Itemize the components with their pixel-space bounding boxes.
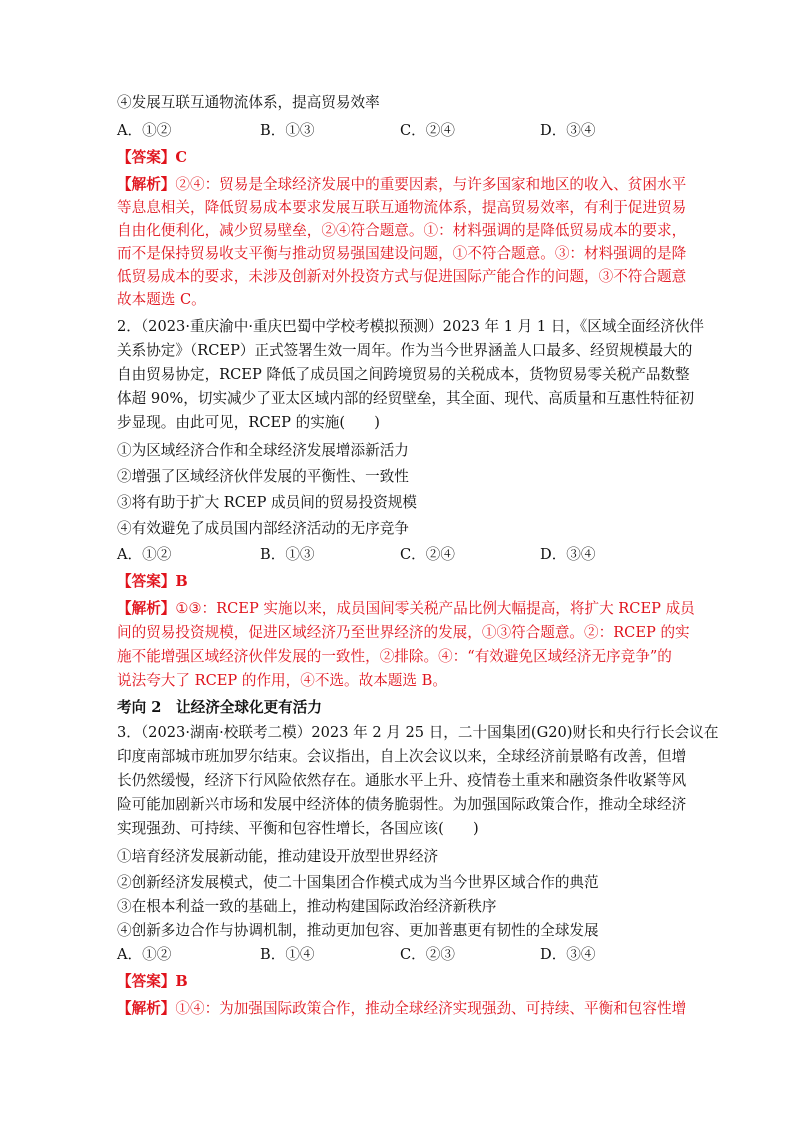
answer-tag: 【答案】	[117, 573, 176, 590]
option-c: C．②④	[400, 122, 455, 139]
q2-analysis-line: 间的贸易投资规模，促进区域经济乃至世界经济的发展，①③符合题意。②：RCEP 的实	[117, 624, 690, 641]
q2-analysis-line: 说法夸大了 RCEP 的作用，④不选。故本题选 B。	[117, 672, 447, 689]
analysis-tag: 【解析】	[117, 176, 176, 193]
section-heading: 考向 2 让经济全球化更有活力	[117, 699, 322, 716]
answer-value: C	[175, 149, 188, 166]
q2-statement: ④有效避免了成员国内部经济活动的无序竞争	[117, 520, 409, 537]
q3-stem-line: 险可能加剧新兴市场和发展中经济体的债务脆弱性。为加强国际政策合作，推动全球经济	[117, 796, 687, 813]
q3-stem-line: 长仍然缓慢，经济下行风险依然存在。通胀水平上升、疫情卷土重来和融资条件收紧等风	[117, 772, 687, 789]
q1-statement-4: ④发展互联互通物流体系，提高贸易效率	[117, 94, 380, 111]
q3-statement: ④创新多边合作与协调机制，推动更加包容、更加普惠更有韧性的全球发展	[117, 922, 599, 939]
option-b: B．①④	[260, 946, 315, 963]
analysis-tag: 【解析】	[117, 1000, 176, 1017]
option-d: D．③④	[540, 122, 596, 139]
option-b: B．①③	[260, 122, 315, 139]
q2-stem-line: 体超 90%，切实减少了亚太区域内部的经贸壁垒，其全面、现代、高质量和互惠性特征初	[117, 390, 695, 407]
q3-statement: ①培育经济发展新动能，推动建设开放型世界经济	[117, 848, 439, 865]
answer-tag: 【答案】	[117, 149, 176, 166]
q2-statement: ①为区域经济合作和全球经济发展增添新活力	[117, 442, 409, 459]
q2-analysis-line: 【解析】①③：RCEP 实施以来，成员国间零关税产品比例大幅提高，将扩大 RCEP 成员	[117, 600, 695, 617]
option-a: A．①②	[117, 946, 172, 963]
analysis-tag: 【解析】	[117, 600, 176, 617]
q2-statement: ③将有助于扩大 RCEP 成员间的贸易投资规模	[117, 494, 418, 511]
option-c: C．②④	[400, 546, 455, 563]
q2-stem-line: 步显现。由此可见，RCEP 的实施( )	[117, 414, 380, 431]
q3-stem-line: 实现强劲、可持续、平衡和包容性增长，各国应该( )	[117, 820, 479, 837]
answer-value: B	[175, 973, 188, 990]
q3-statement: ③在根本利益一致的基础上，推动构建国际政治经济新秩序	[117, 898, 497, 915]
option-a: A．①②	[117, 546, 172, 563]
q2-answer	[117, 571, 188, 593]
option-c: C．②③	[400, 946, 455, 963]
option-d: D．③④	[540, 946, 596, 963]
answer-tag: 【答案】	[117, 973, 176, 990]
q2-statement: ②增强了区域经济伙伴发展的平衡性、一致性	[117, 468, 409, 485]
q1-analysis-line: 【解析】②④：贸易是全球经济发展中的重要因素，与许多国家和地区的收入、贫困水平	[117, 176, 687, 193]
q3-stem-line: 印度南部城市班加罗尔结束。会议指出，自上次会议以来，全球经济前景略有改善，但增	[117, 748, 687, 765]
option-d: D．③④	[540, 546, 596, 563]
q2-stem-line: 自由贸易协定，RCEP 降低了成员国之间跨境贸易的关税成本，货物贸易零关税产品数整	[117, 366, 690, 383]
q1-analysis-line: 低贸易成本的要求，未涉及创新对外投资方式与促进国际产能合作的问题，③不符合题意	[117, 268, 687, 285]
q1-analysis-line: 自由化便利化，减少贸易壁垒，②④符合题意。①：材料强调的是降低贸易成本的要求，	[117, 222, 687, 239]
q1-answer	[117, 147, 187, 169]
q1-analysis-line: 故本题选 C。	[117, 291, 206, 308]
q1-analysis-line: 等息息相关，降低贸易成本要求发展互联互通物流体系，提高贸易效率，有利于促进贸易	[117, 199, 687, 216]
q2-analysis-line: 施不能增强区域经济伙伴发展的一致性，②排除。④：“有效避免区域经济无序竞争”的	[117, 648, 672, 665]
option-a: A．①②	[117, 122, 172, 139]
q3-answer	[117, 971, 188, 993]
q3-analysis-line: 【解析】①④：为加强国际政策合作，推动全球经济实现强劲、可持续、平衡和包容性增	[117, 1000, 687, 1017]
option-b: B．①③	[260, 546, 315, 563]
q3-statement: ②创新经济发展模式，使二十国集团合作模式成为当今世界区域合作的典范	[117, 874, 599, 891]
q1-analysis-line: 而不是保持贸易收支平衡与推动贸易强国建设问题，①不符合题意。③：材料强调的是降	[117, 245, 687, 262]
q2-stem-line: 2．（2023·重庆渝中·重庆巴蜀中学校考模拟预测）2023 年 1 月 1 日，《区域全面经济伙伴	[117, 318, 705, 335]
answer-value: B	[175, 573, 188, 590]
q3-stem-line: 3．（2023·湖南·校联考二模）2023 年 2 月 25 日，二十国集团(G20)财长和央行行长会议在	[117, 724, 719, 741]
q2-stem-line: 关系协定》（RCEP）正式签署生效一周年。作为当今世界涵盖人口最多、经贸规模最大的	[117, 342, 693, 359]
